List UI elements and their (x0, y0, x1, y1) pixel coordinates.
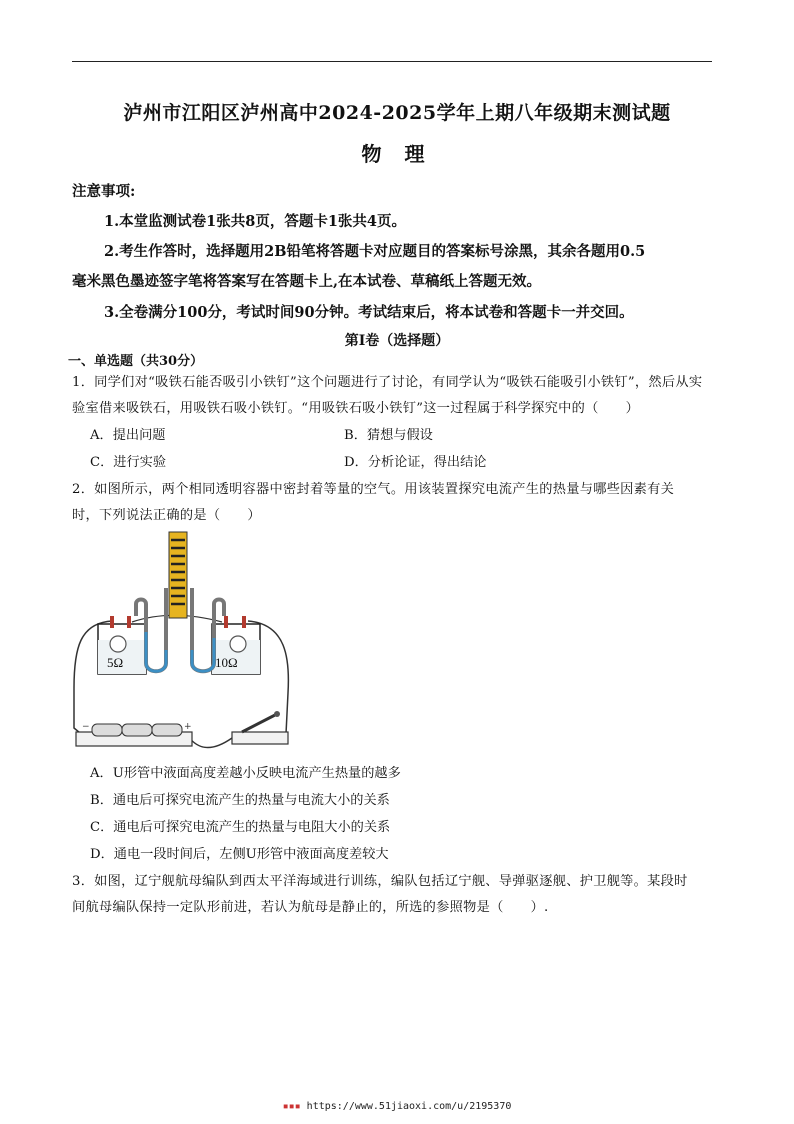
battery-icon (92, 724, 122, 736)
left-u-tube-liquid (146, 632, 166, 671)
switch-handle-icon (274, 711, 280, 717)
switch-base (232, 732, 288, 744)
left-terminal-icon (127, 616, 131, 628)
q3-stem-line-1: 3．如图，辽宁舰航母编队到西太平洋海域进行训练，编队包括辽宁舰、导弹驱逐舰、护卫舰等。某段时 (72, 874, 688, 889)
header-rule (72, 61, 712, 62)
left-terminal-icon (110, 616, 114, 628)
q2-option-d: D．通电一段时间后，左侧U形管中液面高度差较大 (90, 847, 389, 862)
notice-heading: 注意事项: (72, 183, 136, 200)
q1-option-a: A．提出问题 (90, 428, 166, 443)
right-terminal-icon (224, 616, 228, 628)
page-title: 泸州市江阳区泸州高中2024-2025学年上期八年级期末测试题 (123, 102, 671, 124)
circuit-wire-bottom (188, 736, 232, 748)
battery-icon (152, 724, 182, 736)
q2-stem-line-1: 2．如图所示，两个相同透明容器中密封着等量的空气。用该装置探究电流产生的热量与哪些因素有关 (72, 482, 675, 497)
q2-stem-line-2: 时，下列说法正确的是（ ） (72, 508, 261, 523)
q1-option-b: B．猜想与假设 (344, 428, 433, 443)
notice-item-2-line-2: 毫米黑色墨迹签字笔将答案写在答题卡上,在本试卷、草稿纸上答题无效。 (72, 273, 542, 290)
left-resistor-label: 5Ω (107, 655, 124, 670)
section-title: 第Ⅰ卷（选择题） (344, 333, 450, 349)
q2-option-b: B．通电后可探究电流产生的热量与电流大小的关系 (90, 793, 390, 808)
right-terminal-icon (242, 616, 246, 628)
battery-icon (122, 724, 152, 736)
switch-lever-icon (242, 714, 277, 732)
battery-minus-icon: − (82, 722, 90, 732)
notice-item-1: 1.本堂监测试卷1张共8页，答题卡1张共4页。 (104, 213, 406, 230)
part-title: 一、单选题（共30分） (68, 354, 204, 369)
footer-link[interactable]: ▪▪▪ https://www.51jiaoxi.com/u/2195370 (282, 1101, 512, 1112)
right-u-tube-liquid (192, 638, 214, 671)
subject-title: 物 理 (361, 142, 433, 166)
right-resistor-coil (230, 636, 246, 652)
q1-stem-line-1: 1．同学们对“吸铁石能否吸引小铁钉”这个问题进行了讨论，有同学认为“吸铁石能吸引小铁钉”，然后从实 (72, 375, 703, 390)
q3-stem-line-2: 间航母编队保持一定队形前进，若认为航母是静止的，所选的参照物是（ ）. (72, 900, 549, 915)
joule-heating-apparatus-figure (72, 528, 294, 760)
footer-logo-icon: ▪▪▪ (282, 1101, 301, 1112)
battery-plus-icon: + (184, 722, 192, 732)
notice-item-2-line-1: 2.考生作答时，选择题用2B铅笔将答题卡对应题目的答案标号涂黑，其余各题用0.5 (104, 243, 646, 260)
q1-option-c: C．进行实验 (90, 455, 167, 470)
left-resistor-coil (110, 636, 126, 652)
notice-item-3: 3.全卷满分100分，考试时间90分钟。考试结束后，将本试卷和答题卡一并交回。 (104, 304, 634, 321)
q1-option-d: D．分析论证，得出结论 (344, 455, 487, 470)
q2-option-a: A．U形管中液面高度差越小反映电流产生热量的越多 (90, 766, 401, 781)
q2-option-c: C．通电后可探究电流产生的热量与电阻大小的关系 (90, 820, 391, 835)
q1-stem-line-2: 验室借来吸铁石，用吸铁石吸小铁钉。“用吸铁石吸小铁钉”这一过程属于科学探究中的（ ） (72, 401, 640, 416)
right-resistor-label: 10Ω (215, 655, 238, 670)
